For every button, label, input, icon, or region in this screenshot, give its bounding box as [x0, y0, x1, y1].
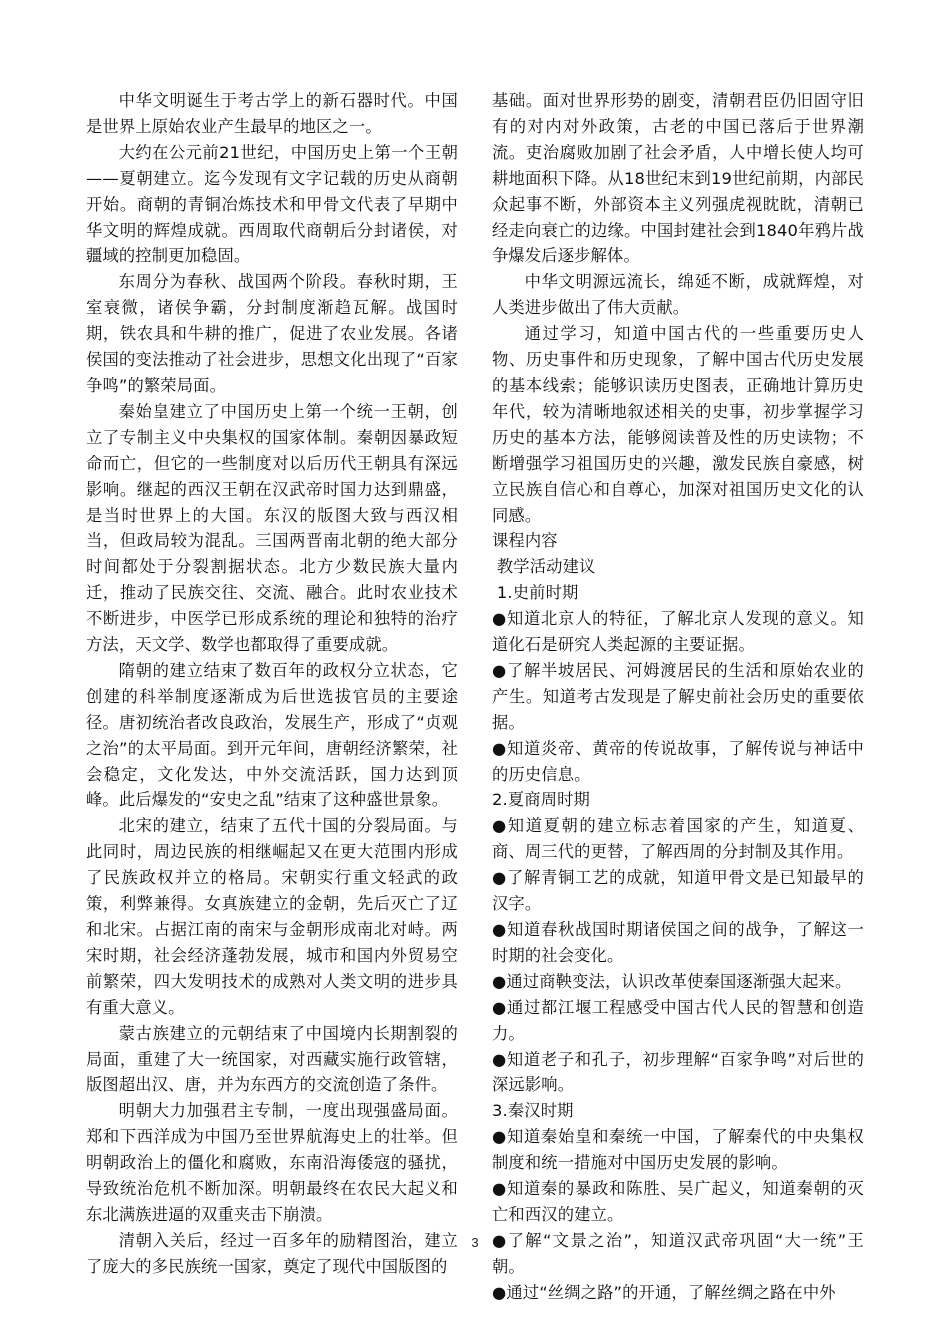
paragraph-song: 北宋的建立，结束了五代十国的分裂局面。与此同时，周边民族的相继崛起又在更大范围内形成了民族政权并立的格局。宋朝实行重文轻武的政策，利弊兼得。女真族建立的金朝，先后灭亡了辽和北宋。占据江南的南宋与金朝形成南北对峙。两宋时期，社会经济蓬勃发展，城市和国内外贸易空前繁荣，四大发明技术的成熟对人类文明的进步具有重大意义。 [86, 816, 458, 1017]
paragraph-learning-goals: 通过学习，知道中国古代的一些重要历史人物、历史事件和历史现象，了解中国古代历史发展的基本线索；能够识读历史图表，正确地计算历史年代，较为清晰地叙述相关的史事，初步掌握学习历史的基本方法，能够阅读普及性的历史读物；不断增强学习祖国历史的兴趣，激发民族自豪感，树立民族自信心和自尊心，加深对祖国历史文化的认同感。 [492, 324, 864, 525]
list-item: ●知道夏朝的建立标志着国家的产生，知道夏、商、周三代的更替，了解西周的分封制及其作用。 [492, 816, 864, 862]
heading-course-content: 课程内容 [492, 531, 558, 551]
paragraph-eastern-zhou: 东周分为春秋、战国两个阶段。春秋时期，王室衰微，诸侯争霸，分封制度渐趋瓦解。战国时期，铁农具和牛耕的推广，促进了农业发展。各诸侯国的变法推动了社会进步，思想文化出现了“百家争鸣”的繁荣局面。 [86, 272, 458, 395]
list-item: ●通过商鞅变法，认识改革使秦国逐渐强大起来。 [492, 971, 852, 991]
heading-teaching-suggestions: 教学活动建议 [496, 557, 596, 577]
left-column [86, 88, 458, 1280]
list-item: ●通过“丝绸之路”的开通，了解丝绸之路在中外 [492, 1282, 836, 1302]
paragraph-neolithic: 中华文明诞生于考古学上的新石器时代。中国是世界上原始农业产生最早的地区之一。 [86, 91, 458, 136]
paragraph-qin-han: 秦始皇建立了中国历史上第一个统一王朝，创立了专制主义中央集权的国家体制。秦朝因暴政短命而亡，但它的一些制度对以后历代王朝具有深远影响。继起的西汉王朝在汉武帝时国力达到鼎盛，是当时世界上的大国。东汉的版图大致与西汉相当，但政局较为混乱。三国两晋南北朝的绝大部分时间都处于分裂割据状态。北方少数民族大量内迁，推动了民族交往、交流、融合。此时农业技术不断进步，中医学已形成系统的理论和独特的治疗方法，天文学、数学也都取得了重要成就。 [86, 401, 458, 655]
section-heading-qin-han: 3.秦汉时期 [492, 1101, 574, 1121]
list-item: ●通过都江堰工程感受中国古代人民的智慧和创造力。 [492, 997, 864, 1043]
page-number: 3 [471, 1235, 479, 1250]
paragraph-qing-continued: 基础。面对世界形势的剧变，清朝君臣仍旧固守旧有的对内对外政策，古老的中国已落后于世界潮流。吏治腐败加剧了社会矛盾，人中增长使人均可耕地面积下降。从18世纪末到19世纪前期，内部民众起事不断，外部资本主义列强虎视眈眈，清朝已经走向衰亡的边缘。中国封建社会到1840年鸦片战争爆发后逐步解体。 [492, 91, 864, 266]
list-item: ●知道老子和孔子，初步理解“百家争鸣”对后世的深远影响。 [492, 1049, 864, 1095]
right-column [492, 88, 864, 1306]
paragraph-ming: 明朝大力加强君主专制，一度出现强盛局面。郑和下西洋成为中国乃至世界航海史上的壮举。但明朝政治上的僵化和腐败，东南沿海倭寇的骚扰，导致统治危机不断加深。明朝最终在农民大起义和东北满族进逼的双重夹击下崩溃。 [86, 1101, 458, 1224]
list-item: ●了解“文景之治”，知道汉武帝巩固“大一统”王朝。 [492, 1230, 864, 1276]
paragraph-sui-tang: 隋朝的建立结束了数百年的政权分立状态，它创建的科举制度逐渐成为后世选拔官员的主要途径。唐初统治者改良政治，发展生产，形成了“贞观之治”的太平局面。到开元年间，唐朝经济繁荣，社会稳定，文化发达，中外交流活跃，国力达到顶峰。此后爆发的“安史之乱”结束了这种盛世景象。 [86, 660, 458, 810]
list-item: ●知道炎帝、黄帝的传说故事，了解传说与神话中的历史信息。 [492, 738, 864, 784]
paragraph-qing: 清朝入关后，经过一百多年的励精图治，建立了庞大的多民族统一国家，奠定了现代中国版图的 [86, 1230, 458, 1276]
paragraph-xia-shang-zhou: 大约在公元前21世纪，中国历史上第一个王朝——夏朝建立。迄今发现有文字记载的历史从商朝开始。商朝的青铜冶炼技术和甲骨文代表了早期中华文明的辉煌成就。西周取代商朝后分封诸侯，对疆域的控制更加稳固。 [86, 142, 458, 266]
section-heading-xia-shang-zhou: 2.夏商周时期 [492, 790, 590, 810]
list-item: ●知道春秋战国时期诸侯国之间的战争，了解这一时期的社会变化。 [492, 920, 864, 965]
list-item: ●知道秦的暴政和陈胜、吴广起义，知道秦朝的灭亡和西汉的建立。 [492, 1179, 864, 1224]
list-item: ●知道北京人的特征，了解北京人发现的意义。知道化石是研究人类起源的主要证据。 [492, 609, 864, 655]
list-item: ●了解半坡居民、河姆渡居民的生活和原始农业的产生。知道考古发现是了解史前社会历史的重要依据。 [492, 660, 864, 732]
list-item: ●知道秦始皇和秦统一中国，了解秦代的中央集权制度和统一措施对中国历史发展的影响。 [492, 1127, 864, 1173]
paragraph-summary: 中华文明源远流长，绵延不断，成就辉煌，对人类进步做出了伟大贡献。 [492, 272, 864, 318]
section-heading-prehistoric: 1.史前时期 [496, 583, 579, 603]
list-item: ●了解青铜工艺的成就，知道甲骨文是已知最早的汉字。 [492, 868, 864, 914]
paragraph-yuan: 蒙古族建立的元朝结束了中国境内长期割裂的局面，重建了大一统国家，对西藏实施行政管辖，版图超出汉、唐，并为东西方的交流创造了条件。 [86, 1023, 458, 1095]
